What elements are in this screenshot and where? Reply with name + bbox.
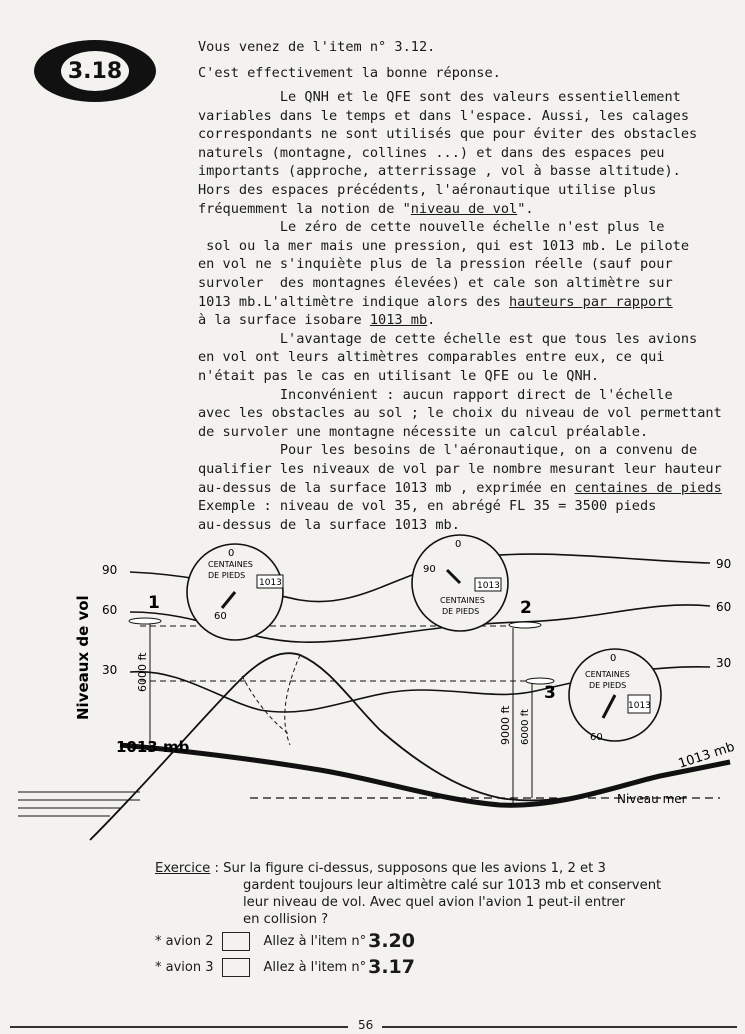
paragraph-line: Le zéro de cette nouvelle échelle n'est plus le bbox=[198, 219, 665, 236]
svg-text:0: 0 bbox=[610, 653, 617, 664]
intro-line-2: C'est effectivement la bonne réponse. bbox=[198, 65, 501, 81]
paragraph-line: Le QNH et le QFE sont des valeurs essentiellement bbox=[198, 89, 681, 105]
item-number: 3.18 bbox=[61, 51, 129, 91]
svg-text:1013: 1013 bbox=[628, 701, 651, 711]
level-label-60-left: 60 bbox=[102, 603, 118, 617]
answer-checkbox-avion-2[interactable] bbox=[222, 932, 250, 951]
paragraph-line: 1013 mb.L'altimètre indique alors des hauteurs par rapport bbox=[198, 293, 673, 310]
paragraph-line: avec les obstacles au sol ; le choix du niveau de vol permettant bbox=[198, 405, 722, 422]
intro-line-1: Vous venez de l'item n° 3.12. bbox=[198, 39, 436, 55]
paragraph-line: qualifier les niveaux de vol par le nombre mesurant leur hauteur bbox=[198, 461, 722, 477]
level-label-90-right: 90 bbox=[716, 557, 732, 571]
footer-rule-left bbox=[10, 1026, 348, 1028]
paragraph-line: Inconvénient : aucun rapport direct de l'échelle bbox=[198, 386, 673, 403]
svg-text:DE PIEDS: DE PIEDS bbox=[208, 571, 246, 580]
y-axis-label: Niveaux de vol bbox=[74, 595, 92, 720]
exercise-block: Exercice : Sur la figure ci-dessus, supposons que les avions 1, 2 et 3 gardent toujours leur altimètre calé sur 1013 mb et conservent leur niveau de vol. Avec quel avion l'avion 1 peut-il entrer en collision ? bbox=[155, 861, 662, 927]
level-label-30-left: 30 bbox=[102, 663, 118, 677]
sea-level-label: Niveau mer bbox=[617, 792, 687, 806]
altimeter-dial-3 bbox=[569, 649, 661, 743]
plane-3-label: 3 bbox=[544, 683, 556, 703]
svg-text:0: 0 bbox=[228, 548, 235, 559]
item-badge bbox=[34, 40, 156, 102]
answer-option-avion-2[interactable]: * avion 2 Allez à l'item n° 3.20 bbox=[155, 930, 415, 952]
paragraph-line: Hors des espaces précédents, l'aéronautique utilise plus bbox=[198, 182, 657, 198]
exercise-title: Exercice bbox=[155, 861, 211, 876]
svg-text:0: 0 bbox=[455, 539, 462, 550]
svg-text:DE PIEDS: DE PIEDS bbox=[442, 607, 480, 616]
paragraph-line: Pour les besoins de l'aéronautique, on a convenu de bbox=[198, 442, 698, 459]
paragraph-line: survoler des montagnes élevées) et cale son altimètre sur bbox=[198, 275, 673, 291]
svg-text:1013: 1013 bbox=[477, 581, 500, 591]
paragraph-line: sol ou la mer mais une pression, qui est 1013 mb. Le pilote bbox=[198, 237, 690, 254]
svg-text:60: 60 bbox=[590, 732, 603, 743]
page-number: 56 bbox=[358, 1018, 374, 1032]
plane-2-label: 2 bbox=[520, 598, 532, 618]
svg-text:1013: 1013 bbox=[259, 578, 282, 588]
flight-level-figure bbox=[0, 515, 745, 845]
svg-text:CENTAINES: CENTAINES bbox=[208, 560, 253, 569]
altimeter-dial-2 bbox=[412, 535, 508, 631]
paragraph-line: au-dessus de la surface 1013 mb , exprimée en centaines de pieds bbox=[198, 479, 722, 496]
paragraph-line: importants (approche, atterrissage , vol à basse altitude). bbox=[198, 163, 681, 180]
level-label-30-right: 30 bbox=[716, 656, 732, 670]
svg-text:CENTAINES: CENTAINES bbox=[440, 596, 485, 605]
paragraph-line: à la surface isobare 1013 mb. bbox=[198, 312, 436, 329]
level-label-90-left: 90 bbox=[102, 563, 118, 577]
footer-rule-right bbox=[382, 1026, 737, 1028]
paragraph-line: n'était pas le cas en utilisant le QFE ou le QNH. bbox=[198, 368, 600, 384]
paragraph-line: en vol ont leurs altimètres comparables entre eux, ce qui bbox=[198, 349, 665, 366]
paragraph-line: de survoler une montagne nécessite un calcul préalable. bbox=[198, 423, 649, 440]
svg-text:CENTAINES: CENTAINES bbox=[585, 670, 630, 679]
plane-3-height: 6000 ft bbox=[520, 709, 531, 745]
answer-checkbox-avion-3[interactable] bbox=[222, 958, 250, 977]
paragraph-line: correspondants ne sont utilisés que pour éviter des obstacles bbox=[198, 126, 698, 143]
paragraph-line: en vol ne s'inquiète plus de la pression réelle (sauf pour bbox=[198, 256, 673, 273]
altimeter-dial-1 bbox=[187, 544, 283, 640]
paragraph-line: L'avantage de cette échelle est que tous les avions bbox=[198, 330, 698, 347]
svg-text:90: 90 bbox=[423, 564, 436, 575]
svg-text:60: 60 bbox=[214, 611, 227, 622]
plane-2 bbox=[499, 598, 541, 805]
paragraph-line: Exemple : niveau de vol 35, en abrégé FL 35 = 3500 pieds bbox=[198, 498, 657, 515]
plane-1-height: 6000 ft bbox=[136, 652, 149, 692]
paragraph-line: naturels (montagne, collines ...) et dans des espaces peu bbox=[198, 144, 665, 161]
plane-1-label: 1 bbox=[148, 593, 160, 613]
goto-item-3-20[interactable]: 3.20 bbox=[368, 930, 415, 952]
plane-3 bbox=[520, 678, 556, 798]
isobar-label: 1013 mb bbox=[116, 738, 190, 756]
plane-1 bbox=[129, 593, 161, 745]
svg-text:DE PIEDS: DE PIEDS bbox=[589, 681, 627, 690]
goto-item-3-17[interactable]: 3.17 bbox=[368, 956, 415, 978]
level-label-60-right: 60 bbox=[716, 600, 732, 614]
paragraph-line: variables dans le temps et dans l'espace. Aussi, les calages bbox=[198, 107, 690, 124]
plane-2-height: 9000 ft bbox=[499, 705, 512, 745]
isobar-label-right: 1013 mb bbox=[676, 739, 737, 772]
paragraph-line: fréquemment la notion de "niveau de vol". bbox=[198, 200, 534, 217]
paragraph-line: au-dessus de la surface 1013 mb. bbox=[198, 516, 460, 533]
answer-option-avion-3[interactable]: * avion 3 Allez à l'item n° 3.17 bbox=[155, 956, 415, 978]
